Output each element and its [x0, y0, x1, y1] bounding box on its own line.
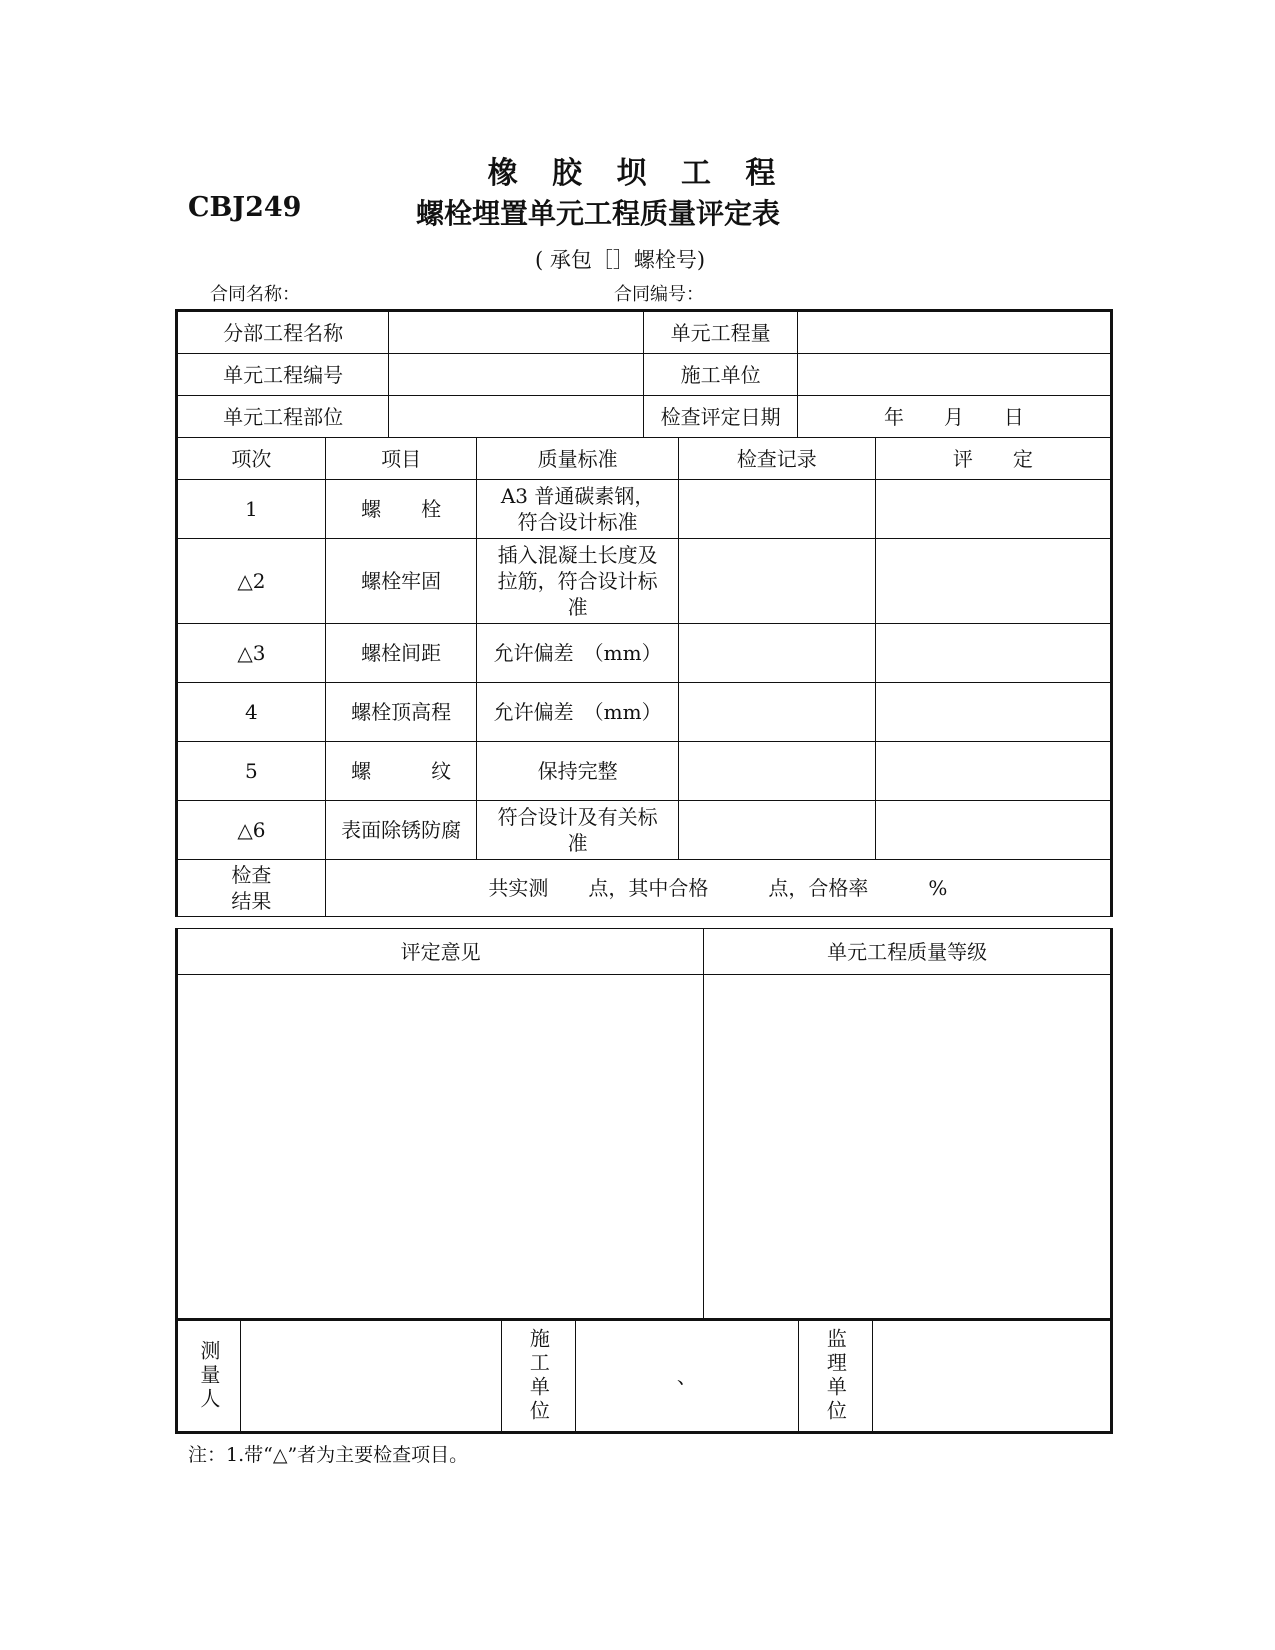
table-row: [177, 683, 1112, 742]
header-record: 检查记录: [678, 438, 875, 480]
evaluation-table: [175, 928, 1113, 1319]
supervisor-label-cell: [799, 1320, 873, 1433]
row-item: 螺 栓: [325, 480, 477, 539]
measurer-signature-field[interactable]: [240, 1320, 501, 1433]
result-summary[interactable]: 共实测 点，其中合格 点，合格率 %: [325, 860, 1111, 917]
unit-location-field[interactable]: [389, 396, 644, 438]
unit-quantity-label: 单元工程量: [644, 311, 798, 354]
contractor-mark: 、: [676, 1364, 697, 1388]
row-no: △6: [177, 801, 326, 860]
row-item: 螺栓间距: [325, 624, 477, 683]
header-no: 项次: [177, 438, 326, 480]
header-item: 项目: [325, 438, 477, 480]
row-standard: 允许偏差 （mm）: [477, 683, 678, 742]
row-record-field[interactable]: [678, 801, 875, 860]
sub-project-name-field[interactable]: [389, 311, 644, 354]
unit-no-field[interactable]: [389, 354, 644, 396]
header-rating: 评 定: [875, 438, 1111, 480]
contract-name-label: 合同名称：: [210, 284, 300, 305]
unit-location-label: 单元工程部位: [177, 396, 389, 438]
form-code: CBJ249: [188, 192, 302, 223]
row-no: △3: [177, 624, 326, 683]
signature-table: [175, 1318, 1113, 1434]
contractor-label: 施工单位: [526, 1328, 551, 1424]
table-row: [177, 480, 1112, 539]
row-rating-field[interactable]: [875, 801, 1111, 860]
contractor-label-cell: [501, 1320, 575, 1433]
row-record-field[interactable]: [678, 624, 875, 683]
row-record-field[interactable]: [678, 683, 875, 742]
row-no: 1: [177, 480, 326, 539]
row-standard: 允许偏差 （mm）: [477, 624, 678, 683]
row-standard: 插入混凝土长度及拉筋，符合设计标准: [477, 539, 678, 624]
row-record-field[interactable]: [678, 539, 875, 624]
row-no: 5: [177, 742, 326, 801]
row-record-field[interactable]: [678, 480, 875, 539]
form-title: 螺栓埋置单元工程质量评定表: [416, 197, 781, 230]
row-no: 4: [177, 683, 326, 742]
row-item: 螺栓顶高程: [325, 683, 477, 742]
row-standard: 保持完整: [477, 742, 678, 801]
opinion-field[interactable]: [177, 975, 704, 1319]
row-item: 表面除锈防腐: [325, 801, 477, 860]
row-rating-field[interactable]: [875, 683, 1111, 742]
info-table: [175, 309, 1113, 438]
row-no: △2: [177, 539, 326, 624]
measurer-label: 测量人: [196, 1340, 221, 1412]
construction-unit-label: 施工单位: [644, 354, 798, 396]
row-rating-field[interactable]: [875, 624, 1111, 683]
row-record-field[interactable]: [678, 742, 875, 801]
row-standard: 符合设计及有关标准: [477, 801, 678, 860]
grade-field[interactable]: [704, 975, 1112, 1319]
result-label: 检查结果: [177, 860, 326, 917]
items-table: [175, 437, 1113, 917]
eval-date-field[interactable]: 年 月 日: [797, 396, 1111, 438]
row-rating-field[interactable]: [875, 480, 1111, 539]
supervisor-label: 监理单位: [823, 1328, 848, 1424]
row-item: 螺 纹: [325, 742, 477, 801]
row-rating-field[interactable]: [875, 539, 1111, 624]
grade-label: 单元工程质量等级: [704, 929, 1112, 975]
eval-date-label: 检查评定日期: [644, 396, 798, 438]
form-subtitle: ( 承包［］螺栓号): [534, 248, 706, 272]
row-standard: A3 普通碳素钢，符合设计标准: [477, 480, 678, 539]
construction-unit-field[interactable]: [797, 354, 1111, 396]
table-row: [177, 624, 1112, 683]
table-row: [177, 742, 1112, 801]
opinion-label: 评定意见: [177, 929, 704, 975]
supervisor-signature-field[interactable]: [872, 1320, 1111, 1433]
contractor-signature-field[interactable]: [575, 1320, 798, 1433]
result-row: [177, 860, 1112, 917]
row-item: 螺栓牢固: [325, 539, 477, 624]
contract-no-label: 合同编号：: [614, 284, 704, 305]
table-row: [177, 801, 1112, 860]
row-rating-field[interactable]: [875, 742, 1111, 801]
unit-quantity-field[interactable]: [797, 311, 1111, 354]
measurer-label-cell: [177, 1320, 241, 1433]
sub-project-name-label: 分部工程名称: [177, 311, 389, 354]
unit-no-label: 单元工程编号: [177, 354, 389, 396]
header-standard: 质量标准: [477, 438, 678, 480]
footnote: 注：1.带“△”者为主要检查项目。: [188, 1444, 469, 1466]
table-row: [177, 539, 1112, 624]
form-title-project: 橡 胶 坝 工 程: [487, 156, 788, 191]
